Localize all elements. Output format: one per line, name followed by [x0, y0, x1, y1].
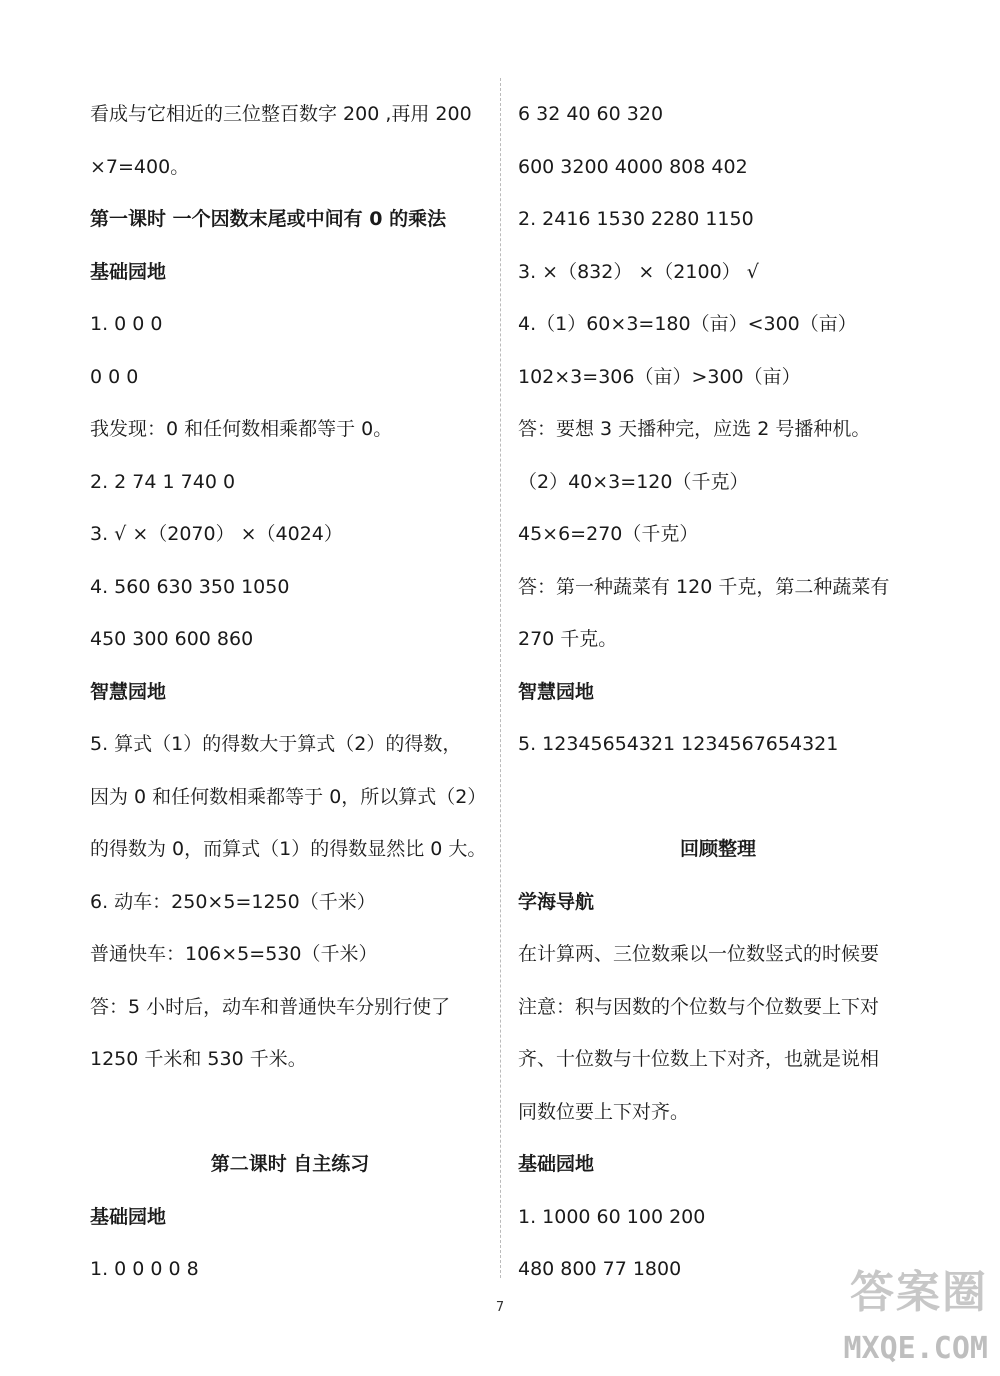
answer-line: 答：要想 3 天播种完，应选 2 号播种机。	[518, 418, 871, 440]
answer-line: 2. 2 74 1 740 0	[90, 470, 236, 493]
right-column	[518, 88, 918, 1296]
watermark-top-text: 答案圈	[850, 1267, 988, 1318]
answer-line	[518, 771, 918, 824]
answer-line: 我发现：0 和任何数相乘都等于 0。	[90, 418, 393, 440]
answer-line: 450 300 600 860	[90, 628, 254, 650]
answer-line: 1. 0 0 0 0 8	[90, 1258, 199, 1280]
answer-line: 看成与它相近的三位整百数字 200 ,再用 200	[90, 103, 472, 125]
answer-line: 600 3200 4000 808 402	[518, 155, 748, 178]
answer-line: 5. 算式（1）的得数大于算式（2）的得数，	[90, 733, 462, 755]
answer-line: 45×6=270（千克）	[518, 523, 699, 545]
answer-line: 的得数为 0，而算式（1）的得数显然比 0 大。	[90, 838, 487, 860]
column-divider	[500, 78, 501, 1278]
answer-line	[90, 1086, 490, 1139]
answer-line: 1250 千米和 530 千米。	[90, 1048, 307, 1070]
section-heading: 基础园地	[90, 1205, 167, 1228]
answer-line: 5. 12345654321 1234567654321	[518, 733, 839, 755]
answer-line: 4.（1）60×3=180（亩）<300（亩）	[518, 313, 857, 335]
answer-line: 4. 560 630 350 1050	[90, 575, 290, 598]
section-heading: 基础园地	[518, 1153, 595, 1175]
answer-line: （2）40×3=120（千克）	[518, 470, 749, 493]
answer-line: 注意：积与因数的个位数与个位数要上下对	[518, 995, 880, 1018]
section-heading: 回顾整理	[679, 838, 756, 860]
section-heading: 第二课时 自主练习	[210, 1153, 370, 1175]
answer-line: 6. 动车：250×5=1250（千米）	[90, 890, 376, 913]
left-column	[90, 88, 490, 1296]
answer-line: 3. √ ×（2070） ×（4024）	[90, 523, 343, 545]
answer-line: 0 0 0	[90, 365, 139, 388]
answer-line: 1. 0 0 0	[90, 313, 163, 335]
watermark-logo	[748, 1256, 988, 1366]
section-heading: 智慧园地	[90, 680, 167, 703]
answer-line: 因为 0 和任何数相乘都等于 0，所以算式（2）	[90, 785, 487, 808]
answer-line: 答：5 小时后，动车和普通快车分别行使了	[90, 995, 451, 1018]
section-heading: 第一课时 一个因数末尾或中间有 0 的乘法	[90, 208, 447, 230]
watermark-bottom-text: MXQE.COM	[843, 1331, 988, 1366]
section-heading: 基础园地	[90, 260, 167, 283]
answer-line: 1. 1000 60 100 200	[518, 1205, 706, 1228]
answer-line: 在计算两、三位数乘以一位数竖式的时候要	[518, 943, 880, 965]
answer-line: 同数位要上下对齐。	[518, 1100, 690, 1123]
answer-line: 齐、十位数与十位数上下对齐，也就是说相	[518, 1048, 880, 1070]
answer-line: 2. 2416 1530 2280 1150	[518, 208, 754, 230]
answer-line: 3. ×（832） ×（2100） √	[518, 260, 759, 283]
answer-line: 480 800 77 1800	[518, 1258, 682, 1280]
answer-line: 6 32 40 60 320	[518, 103, 664, 125]
section-heading: 智慧园地	[518, 680, 595, 703]
answer-line: 普通快车：106×5=530（千米）	[90, 943, 378, 965]
answer-line: 答：第一种蔬菜有 120 千克，第二种蔬菜有	[518, 575, 890, 598]
answer-line: ×7=400。	[90, 155, 190, 178]
answer-line: 102×3=306（亩）>300（亩）	[518, 365, 801, 388]
page-number: 7	[495, 1300, 505, 1315]
section-heading: 学海导航	[518, 890, 595, 913]
answer-line: 270 千克。	[518, 628, 618, 650]
